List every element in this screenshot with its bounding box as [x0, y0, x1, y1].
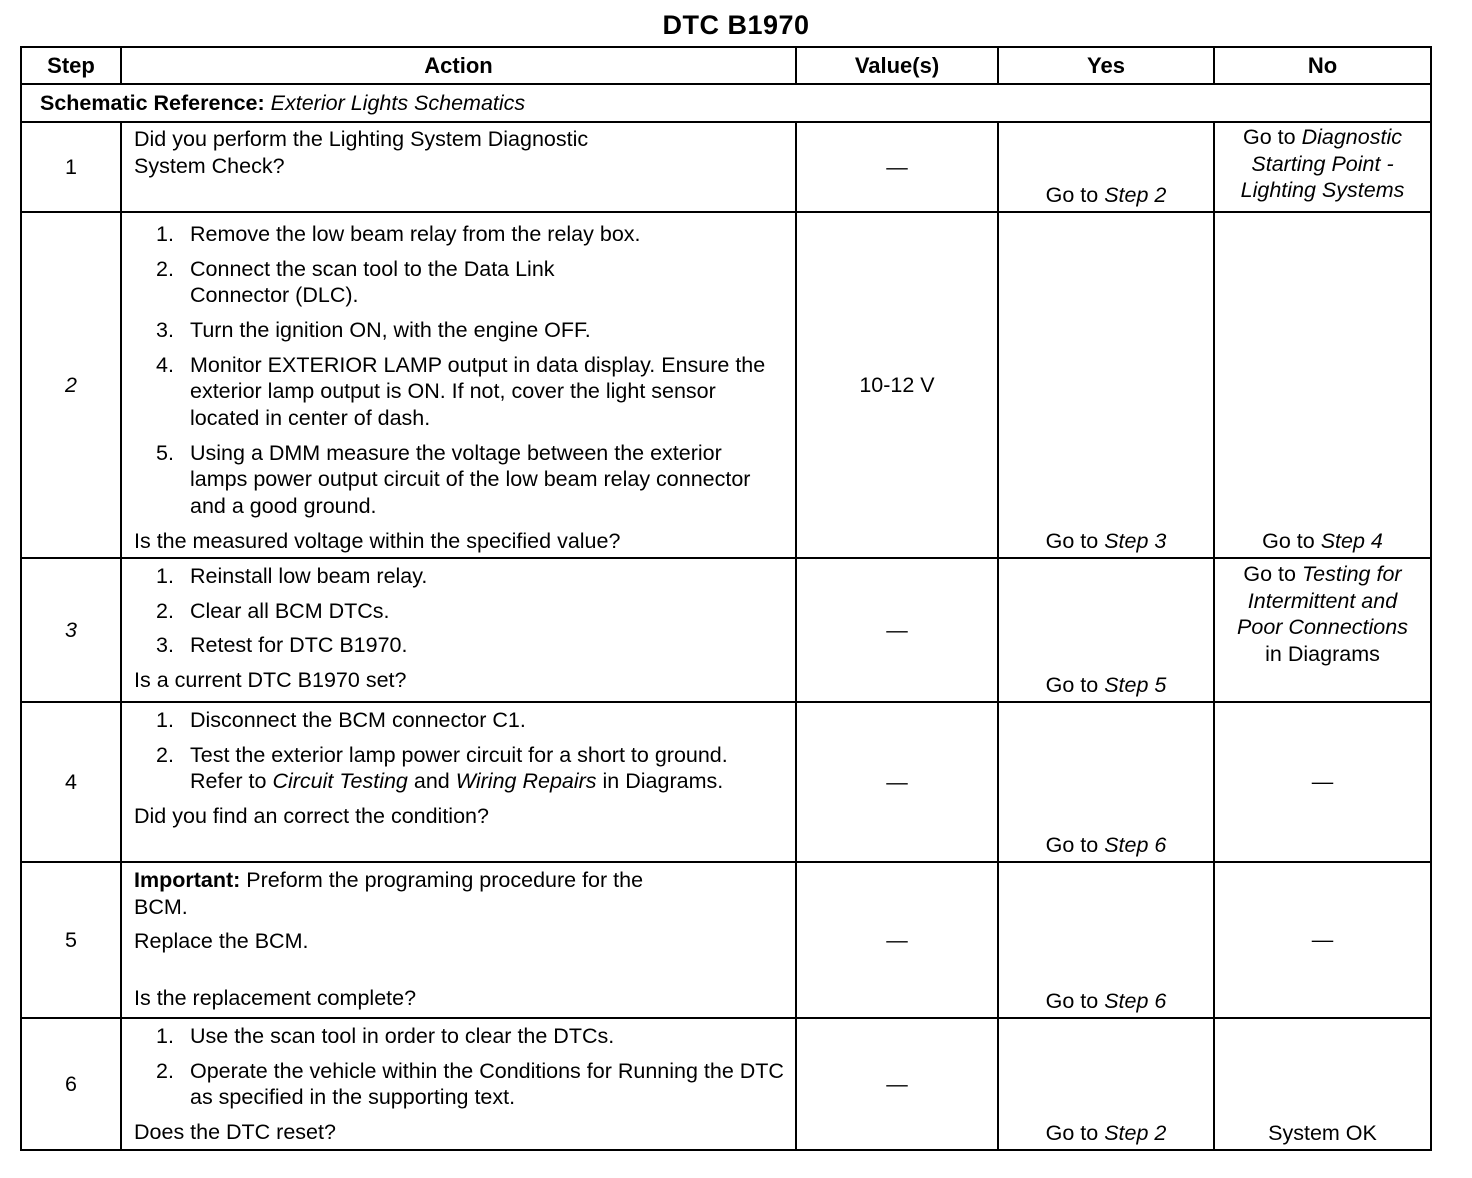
- page-title: DTC B1970: [662, 10, 810, 40]
- action-question: Is the replacement complete?: [134, 985, 417, 1010]
- schematic-reference: [21, 84, 1431, 122]
- no-goto[interactable]: Go to Testing for Intermittent and Poor Connections in Diagrams: [1237, 562, 1408, 666]
- step-number: 3: [21, 558, 121, 702]
- list-item: 2. Clear all BCM DTCs.: [156, 598, 390, 623]
- procedure-list: [134, 1023, 785, 1111]
- action-question: Is the measured voltage within the specified value?: [134, 528, 621, 553]
- list-item: 1. Remove the low beam relay from the relay box.: [156, 222, 641, 246]
- value-cell: —: [796, 702, 998, 862]
- procedure-list: [134, 563, 785, 659]
- yes-cell: [998, 558, 1214, 702]
- action-question: Is a current DTC B1970 set?: [134, 667, 407, 692]
- action-cell: [121, 1018, 796, 1150]
- value-cell: —: [796, 862, 998, 1018]
- action-question: Did you perform the Lighting System Diagnostic System Check?: [134, 127, 589, 178]
- procedure-list: [134, 707, 785, 795]
- list-item: 2. Connect the scan tool to the Data Link Connector (DLC).: [156, 256, 555, 308]
- action-cell: [121, 862, 796, 1018]
- table-row: [21, 212, 1431, 558]
- no-cell: [1214, 212, 1431, 558]
- value-cell: —: [796, 558, 998, 702]
- step-number: 1: [21, 122, 121, 212]
- yes-cell: [998, 122, 1214, 212]
- value-cell: 10-12 V: [796, 212, 998, 558]
- no-cell: [1214, 122, 1431, 212]
- header-values: Value(s): [796, 47, 998, 84]
- yes-goto[interactable]: Go to Step 3: [1045, 529, 1167, 554]
- list-item: 3. Turn the ignition ON, with the engine OFF.: [156, 317, 591, 342]
- list-item: 5. Using a DMM measure the voltage between the exterior lamps power output circuit of the low beam relay connector and a good ground.: [156, 440, 751, 518]
- procedure-list: [134, 221, 785, 520]
- list-item: 1. Disconnect the BCM connector C1.: [156, 708, 526, 732]
- schematic-row: [21, 84, 1431, 122]
- list-item: 2. Operate the vehicle within the Conditions for Running the DTC as specified in the supporting text.: [156, 1058, 784, 1110]
- action-cell: [121, 558, 796, 702]
- table-row: [21, 862, 1431, 1018]
- important-note: Important: Preform the programing procedure for the BCM.: [134, 868, 644, 919]
- list-item: 3. Retest for DTC B1970.: [156, 633, 408, 658]
- action-cell: [121, 702, 796, 862]
- schematic-label: Schematic Reference:: [40, 90, 265, 115]
- header-row: [21, 47, 1431, 84]
- step-number: 2: [21, 212, 121, 558]
- list-item: 4. Monitor EXTERIOR LAMP output in data display. Ensure the exterior lamp output is ON. If not, cover the light sensor located in center of dash.: [156, 352, 766, 430]
- step-number: 5: [21, 862, 121, 1018]
- table-row: [21, 1018, 1431, 1150]
- no-value: System OK: [1268, 1121, 1377, 1146]
- yes-goto[interactable]: Go to Step 2: [1045, 183, 1167, 208]
- no-cell: [1214, 1018, 1431, 1150]
- schematic-link[interactable]: Exterior Lights Schematics: [270, 90, 526, 115]
- header-yes: Yes: [998, 47, 1214, 84]
- table-row: [21, 558, 1431, 702]
- step-number: 6: [21, 1018, 121, 1150]
- yes-goto[interactable]: Go to Step 6: [1045, 989, 1167, 1014]
- action-cell: [121, 122, 796, 212]
- value-cell: —: [796, 122, 998, 212]
- no-cell: [1214, 862, 1431, 1018]
- action-question: Did you find an correct the condition?: [134, 803, 489, 828]
- header-step: Step: [21, 47, 121, 84]
- value-cell: —: [796, 1018, 998, 1150]
- no-cell: [1214, 558, 1431, 702]
- yes-goto[interactable]: Go to Step 5: [1045, 673, 1167, 698]
- yes-cell: [998, 1018, 1214, 1150]
- table-row: [21, 702, 1431, 862]
- list-item: 2. Test the exterior lamp power circuit for a short to ground. Refer to Circuit Testing and Wiring Repairs in Diagrams.: [156, 742, 728, 794]
- list-item: 1. Reinstall low beam relay.: [156, 564, 428, 588]
- no-value: —: [1311, 927, 1334, 952]
- yes-cell: [998, 862, 1214, 1018]
- wiring-repairs-link[interactable]: Wiring Repairs: [455, 769, 597, 794]
- action-cell: [121, 212, 796, 558]
- header-action: Action: [121, 47, 796, 84]
- dtc-table: [20, 46, 1432, 1151]
- table-row: [21, 122, 1431, 212]
- yes-goto[interactable]: Go to Step 6: [1045, 833, 1167, 858]
- no-goto[interactable]: Go to Step 4: [1262, 529, 1383, 554]
- no-value: —: [1311, 769, 1334, 794]
- circuit-testing-link[interactable]: Circuit Testing: [272, 769, 408, 794]
- no-goto[interactable]: Go to Diagnostic Starting Point - Lighting Systems: [1240, 125, 1405, 203]
- step-number: 4: [21, 702, 121, 862]
- header-no: No: [1214, 47, 1431, 84]
- yes-cell: [998, 702, 1214, 862]
- no-cell: [1214, 702, 1431, 862]
- list-item: 1. Use the scan tool in order to clear the DTCs.: [156, 1024, 615, 1048]
- yes-goto[interactable]: Go to Step 2: [1045, 1121, 1167, 1146]
- action-question: Does the DTC reset?: [134, 1119, 336, 1144]
- yes-cell: [998, 212, 1214, 558]
- action-text: Replace the BCM.: [134, 929, 309, 954]
